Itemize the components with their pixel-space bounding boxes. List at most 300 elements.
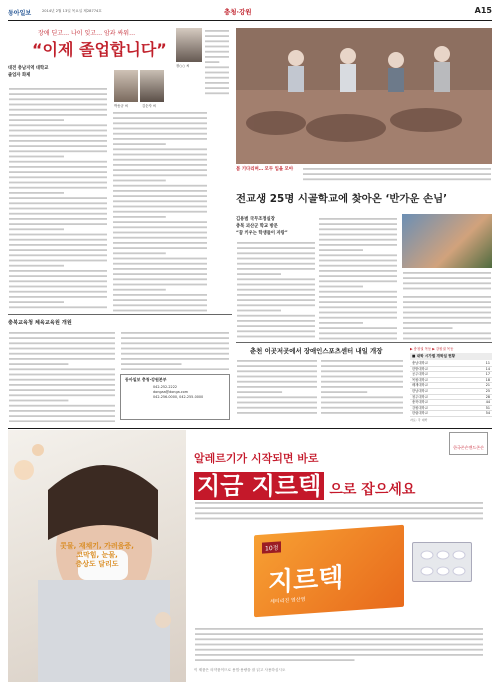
- text-line: [205, 72, 229, 74]
- text-line: [9, 275, 107, 277]
- text-line: [403, 306, 491, 308]
- text-line: [303, 168, 491, 170]
- text-line: [9, 140, 107, 142]
- text-line: [205, 87, 229, 89]
- text-line: [113, 273, 207, 275]
- table-cell-name: 청주대학교: [412, 394, 428, 399]
- text-line: [321, 360, 403, 362]
- text-line: [319, 280, 397, 282]
- text-line: [319, 244, 397, 246]
- feature-subtitle-2: 졸업자 화제: [8, 73, 31, 78]
- text-line: [121, 332, 229, 334]
- text-line: [113, 190, 207, 192]
- feature-kicker: 장애 딛고… 나이 잊고… 암과 싸워…: [38, 30, 136, 37]
- text-line: [319, 296, 397, 298]
- text-line: [9, 296, 107, 298]
- corner-title: 충북교육청 체육교육원 개원: [8, 320, 72, 326]
- text-line: [319, 234, 397, 236]
- text-line: [403, 322, 491, 324]
- text-lines: [194, 626, 484, 662]
- text-line: [9, 348, 115, 350]
- table-cell-value: 28: [485, 394, 490, 399]
- portrait-caption-2: 김순자 씨: [142, 104, 157, 108]
- text-line: [113, 268, 207, 270]
- text-line: [9, 150, 107, 152]
- text-line: [319, 228, 397, 230]
- text-line: [113, 232, 207, 234]
- ad-headline-suffix: 으로 잡으세요: [329, 482, 416, 498]
- text-line: [205, 40, 229, 42]
- table-cell-name: 한림대학교: [412, 411, 428, 416]
- text-line: [195, 654, 483, 656]
- text-line: [237, 284, 315, 286]
- text-line: [9, 280, 107, 282]
- village-photo: [402, 214, 492, 268]
- text-lines: [204, 28, 230, 98]
- text-line: [9, 291, 107, 293]
- text-line: [113, 128, 207, 130]
- text-line: [121, 363, 182, 365]
- stats-table: [410, 346, 492, 422]
- text-line: [237, 289, 315, 291]
- text-line: [205, 66, 229, 68]
- text-line: [403, 312, 491, 314]
- text-line: [319, 338, 397, 340]
- text-line: [321, 370, 403, 372]
- text-line: [321, 391, 367, 393]
- text-line: [113, 112, 207, 114]
- text-line: [403, 332, 491, 334]
- text-line: [9, 358, 115, 360]
- feature-body-col-1: [8, 86, 108, 312]
- table-cell-value: 51: [485, 405, 490, 410]
- text-line: [321, 386, 403, 388]
- feature-body-col-3: [204, 28, 230, 98]
- text-line: [9, 176, 107, 178]
- text-line: [9, 353, 115, 355]
- text-line: [113, 278, 207, 280]
- ad-product-box: [254, 525, 404, 617]
- text-line: [195, 628, 483, 630]
- text-line: [403, 282, 491, 284]
- text-line: [237, 258, 315, 260]
- ad-block: [8, 430, 492, 682]
- corner-body-col-2: [120, 330, 230, 370]
- text-line: [195, 512, 483, 514]
- harvest-caption-body: [302, 166, 492, 182]
- text-line: [195, 518, 483, 520]
- text-line: [113, 221, 207, 223]
- sports-divider: [236, 342, 492, 343]
- text-line: [9, 109, 107, 111]
- portrait-photo-2: [140, 70, 164, 102]
- pill-icons: [413, 543, 473, 583]
- text-line: [9, 363, 68, 365]
- text-line: [9, 192, 64, 194]
- text-line: [9, 389, 115, 391]
- text-line: [9, 130, 107, 132]
- paper-logo: 동아일보: [8, 10, 32, 17]
- feature-divider: [8, 314, 232, 315]
- village-body-col-3: [402, 294, 492, 340]
- text-lines: [194, 500, 484, 520]
- text-line: [113, 284, 207, 286]
- text-line: [237, 304, 315, 306]
- ad-top-rule: [8, 428, 492, 429]
- text-line: [121, 358, 229, 360]
- text-line: [9, 405, 115, 407]
- table-cell-name: 충남대학교: [412, 361, 428, 365]
- text-line: [319, 306, 397, 308]
- text-line: [237, 391, 282, 393]
- portrait-caption-1: 박동규 씨: [114, 104, 129, 108]
- text-line: [9, 384, 115, 386]
- text-line: [9, 202, 107, 204]
- village-sub-2: 충북 괴산군 학교 방문: [236, 224, 278, 229]
- text-line: [237, 396, 317, 398]
- text-lines: [318, 216, 398, 340]
- text-line: [121, 342, 229, 344]
- text-line: [9, 166, 107, 168]
- text-line: [319, 286, 363, 288]
- village-sub-1: 김용범 국무조정실장: [236, 217, 275, 222]
- text-line: [319, 254, 397, 256]
- text-line: [237, 315, 315, 317]
- text-line: [9, 171, 107, 173]
- text-line: [319, 291, 397, 293]
- text-line: [9, 420, 115, 422]
- table-cell-name: 공주대학교: [412, 372, 428, 377]
- stats-table-rows: [410, 361, 492, 417]
- text-line: [195, 649, 483, 651]
- harvest-photo-art: [236, 28, 492, 164]
- text-line: [113, 185, 207, 187]
- text-lines: [320, 358, 404, 418]
- text-line: [9, 332, 115, 334]
- text-line: [321, 365, 403, 367]
- text-line: [319, 239, 397, 241]
- portrait-photo-3: [176, 28, 202, 62]
- village-body-col-1: [236, 240, 316, 340]
- text-lines: [112, 110, 208, 312]
- info-box: [120, 374, 230, 420]
- text-line: [237, 252, 315, 254]
- table-cell-value: 21: [485, 383, 490, 388]
- text-line: [321, 402, 403, 404]
- stats-table-note: 자료: 각 대학: [410, 417, 428, 422]
- text-line: [195, 633, 483, 635]
- text-line: [113, 216, 166, 218]
- text-line: [9, 249, 107, 251]
- text-line: [403, 277, 491, 279]
- text-line: [321, 376, 403, 378]
- feature-subtitle-1: 대전 충남지역 대학교: [8, 66, 49, 71]
- text-line: [113, 159, 207, 161]
- text-line: [237, 325, 315, 327]
- text-line: [319, 265, 397, 267]
- text-line: [195, 659, 355, 661]
- stats-table-title: ■ 대학 시가별 개학일 현황: [410, 353, 492, 360]
- text-line: [303, 178, 491, 180]
- text-line: [113, 133, 207, 135]
- text-line: [9, 218, 107, 220]
- text-line: [9, 234, 107, 236]
- sports-body-col-2: [320, 358, 404, 418]
- text-line: [113, 195, 207, 197]
- info-box-row: dongaa@donga.com: [153, 390, 188, 394]
- text-line: [9, 208, 107, 210]
- text-line: [205, 30, 229, 32]
- feature-title: “이제 졸업합니다”: [32, 40, 167, 59]
- village-body-col-2: [318, 216, 398, 340]
- text-line: [113, 164, 207, 166]
- text-line: [319, 322, 363, 324]
- ad-description: [194, 500, 484, 520]
- text-line: [113, 117, 207, 119]
- section-label: 충청·강원: [224, 8, 252, 16]
- text-line: [121, 353, 229, 355]
- text-line: [319, 312, 397, 314]
- ad-pill-pack: [412, 542, 472, 582]
- text-line: [9, 119, 64, 121]
- text-line: [9, 270, 107, 272]
- text-line: [9, 104, 107, 106]
- text-line: [237, 320, 315, 322]
- text-line: [319, 332, 397, 334]
- page-number: A15: [474, 6, 492, 15]
- table-cell-value: 14: [485, 366, 490, 371]
- text-line: [9, 223, 107, 225]
- text-line: [403, 272, 491, 274]
- text-line: [321, 396, 403, 398]
- text-line: [9, 161, 107, 163]
- text-line: [113, 299, 207, 301]
- ad-logo-text: 한국존슨앤드존슨: [453, 445, 484, 450]
- ad-logo: [449, 432, 488, 455]
- text-line: [403, 288, 491, 290]
- text-line: [9, 88, 107, 90]
- text-line: [113, 289, 166, 291]
- text-line: [319, 218, 397, 220]
- table-cell-name: 충북대학교: [412, 400, 428, 405]
- text-line: [237, 242, 315, 244]
- ad-headline-small: 알레르기가 시작되면 바로: [194, 452, 319, 465]
- text-line: [237, 386, 317, 388]
- table-cell-value: 54: [485, 411, 490, 416]
- text-line: [195, 502, 483, 504]
- text-lines: [8, 330, 116, 422]
- table-cell-value: 17: [485, 372, 490, 377]
- text-line: [113, 226, 207, 228]
- stats-table-header: ▶ 충청권 목동 ▶ 강원권 목동: [410, 347, 454, 351]
- masthead: [8, 6, 492, 20]
- harvest-caption-title: 봄 기다리며… 모두 입을 모아: [236, 167, 294, 172]
- portrait-photo-1: [114, 70, 138, 102]
- text-line: [9, 342, 115, 344]
- text-line: [319, 270, 397, 272]
- text-line: [9, 213, 107, 215]
- text-line: [403, 338, 491, 340]
- table-row: [410, 411, 492, 417]
- text-line: [113, 237, 207, 239]
- text-line: [237, 278, 315, 280]
- date-line: 2014년 2월 13일 목요일 제28774호: [42, 9, 102, 13]
- text-line: [121, 348, 229, 350]
- text-line: [9, 124, 107, 126]
- text-line: [205, 82, 229, 84]
- text-line: [321, 412, 403, 414]
- ad-photo-text: 콧물, 재채기, 가려움증, 코막힘, 눈물, 충상도 달리도: [60, 542, 134, 568]
- text-line: [9, 379, 115, 381]
- text-line: [237, 402, 317, 404]
- text-line: [237, 299, 315, 301]
- text-line: [205, 51, 229, 53]
- text-line: [113, 122, 207, 124]
- text-line: [113, 143, 166, 145]
- text-line: [205, 77, 229, 79]
- text-line: [9, 156, 64, 158]
- text-line: [113, 242, 207, 244]
- masthead-rule: [8, 20, 492, 21]
- text-line: [113, 294, 207, 296]
- text-line: [113, 206, 207, 208]
- text-line: [113, 263, 207, 265]
- text-line: [113, 258, 207, 260]
- text-line: [113, 200, 207, 202]
- text-line: [9, 114, 107, 116]
- text-line: [403, 296, 491, 298]
- info-box-row: 042-256-0000, 042-255-0000: [153, 395, 204, 399]
- text-line: [237, 310, 281, 312]
- text-line: [113, 154, 207, 156]
- corner-body-col-1: [8, 330, 116, 422]
- text-line: [319, 223, 397, 225]
- text-line: [319, 317, 397, 319]
- text-line: [195, 507, 483, 509]
- text-line: [113, 310, 207, 312]
- text-lines: [120, 330, 230, 370]
- text-line: [403, 327, 453, 329]
- text-lines: [236, 240, 316, 340]
- text-line: [9, 286, 107, 288]
- text-line: [9, 187, 107, 189]
- text-line: [237, 412, 317, 414]
- text-line: [113, 211, 207, 213]
- text-line: [205, 61, 219, 63]
- text-line: [237, 336, 315, 338]
- text-line: [321, 381, 403, 383]
- village-sub-3: “꿈 키우는 학생들이 자랑”: [236, 231, 288, 236]
- text-line: [237, 365, 317, 367]
- table-cell-name: 배재대학교: [412, 383, 428, 388]
- text-line: [403, 301, 491, 303]
- text-line: [9, 98, 107, 100]
- text-line: [9, 306, 107, 308]
- text-line: [113, 252, 166, 254]
- text-lines: [402, 294, 492, 340]
- info-box-row: 042-252-2222: [153, 385, 178, 389]
- text-line: [319, 327, 397, 329]
- text-line: [9, 415, 115, 417]
- ad-headline-big-text: 지금 지르텍: [194, 472, 324, 500]
- table-cell-value: 44: [485, 400, 490, 405]
- sports-body-col-1: [236, 358, 318, 418]
- text-line: [319, 260, 397, 262]
- text-line: [237, 360, 317, 362]
- text-line: [237, 330, 315, 332]
- text-line: [237, 294, 315, 296]
- text-line: [237, 247, 315, 249]
- text-line: [9, 337, 115, 339]
- text-line: [9, 239, 107, 241]
- text-line: [113, 169, 207, 171]
- text-line: [9, 197, 107, 199]
- village-photo-caption: [402, 270, 492, 292]
- text-line: [237, 268, 315, 270]
- text-line: [195, 638, 483, 640]
- text-line: [9, 410, 115, 412]
- text-lines: [302, 166, 492, 182]
- table-cell-value: 11: [485, 361, 490, 365]
- text-line: [205, 46, 229, 48]
- text-line: [113, 174, 207, 176]
- text-line: [303, 173, 491, 175]
- text-line: [195, 644, 483, 646]
- text-line: [113, 247, 207, 249]
- text-line: [237, 273, 281, 275]
- table-cell-value: 18: [485, 377, 490, 382]
- text-line: [237, 263, 315, 265]
- text-line: [9, 368, 115, 370]
- text-line: [319, 275, 397, 277]
- text-line: [9, 260, 107, 262]
- ad-product-badge: 10정: [262, 541, 281, 553]
- text-lines: [236, 358, 318, 418]
- text-line: [9, 394, 115, 396]
- harvest-photo: [236, 28, 492, 164]
- text-line: [9, 93, 107, 95]
- text-line: [113, 180, 166, 182]
- table-cell-name: 한밭대학교: [412, 366, 428, 371]
- text-line: [9, 400, 68, 402]
- sports-title: 춘천 이곳저곳에서 장애인스포츠센터 내일 개장: [250, 347, 383, 355]
- ad-product-name: 지르텍: [268, 562, 344, 599]
- info-box-title: 동아일보 충청·강원본부: [125, 377, 167, 382]
- ad-product-sub: 세티리진 염산염: [270, 596, 306, 606]
- text-line: [9, 182, 107, 184]
- table-cell-name: 강원대학교: [412, 405, 428, 410]
- text-line: [205, 35, 229, 37]
- text-line: [9, 374, 115, 376]
- ad-footer-note: 이 제품은 의약품이므로 용법·용량을 잘 읽고 사용하십시오: [194, 668, 286, 672]
- ad-headline-big: [194, 466, 415, 501]
- text-line: [237, 376, 317, 378]
- text-line: [205, 56, 229, 58]
- text-line: [321, 407, 403, 409]
- text-line: [9, 244, 107, 246]
- text-line: [237, 407, 317, 409]
- text-line: [237, 370, 317, 372]
- ad-fine-print: [194, 626, 484, 662]
- text-line: [237, 381, 317, 383]
- text-lines: [402, 270, 492, 292]
- text-line: [9, 135, 107, 137]
- text-line: [9, 145, 107, 147]
- text-line: [121, 368, 229, 370]
- text-line: [113, 148, 207, 150]
- table-cell-value: 25: [485, 388, 490, 393]
- text-line: [9, 254, 107, 256]
